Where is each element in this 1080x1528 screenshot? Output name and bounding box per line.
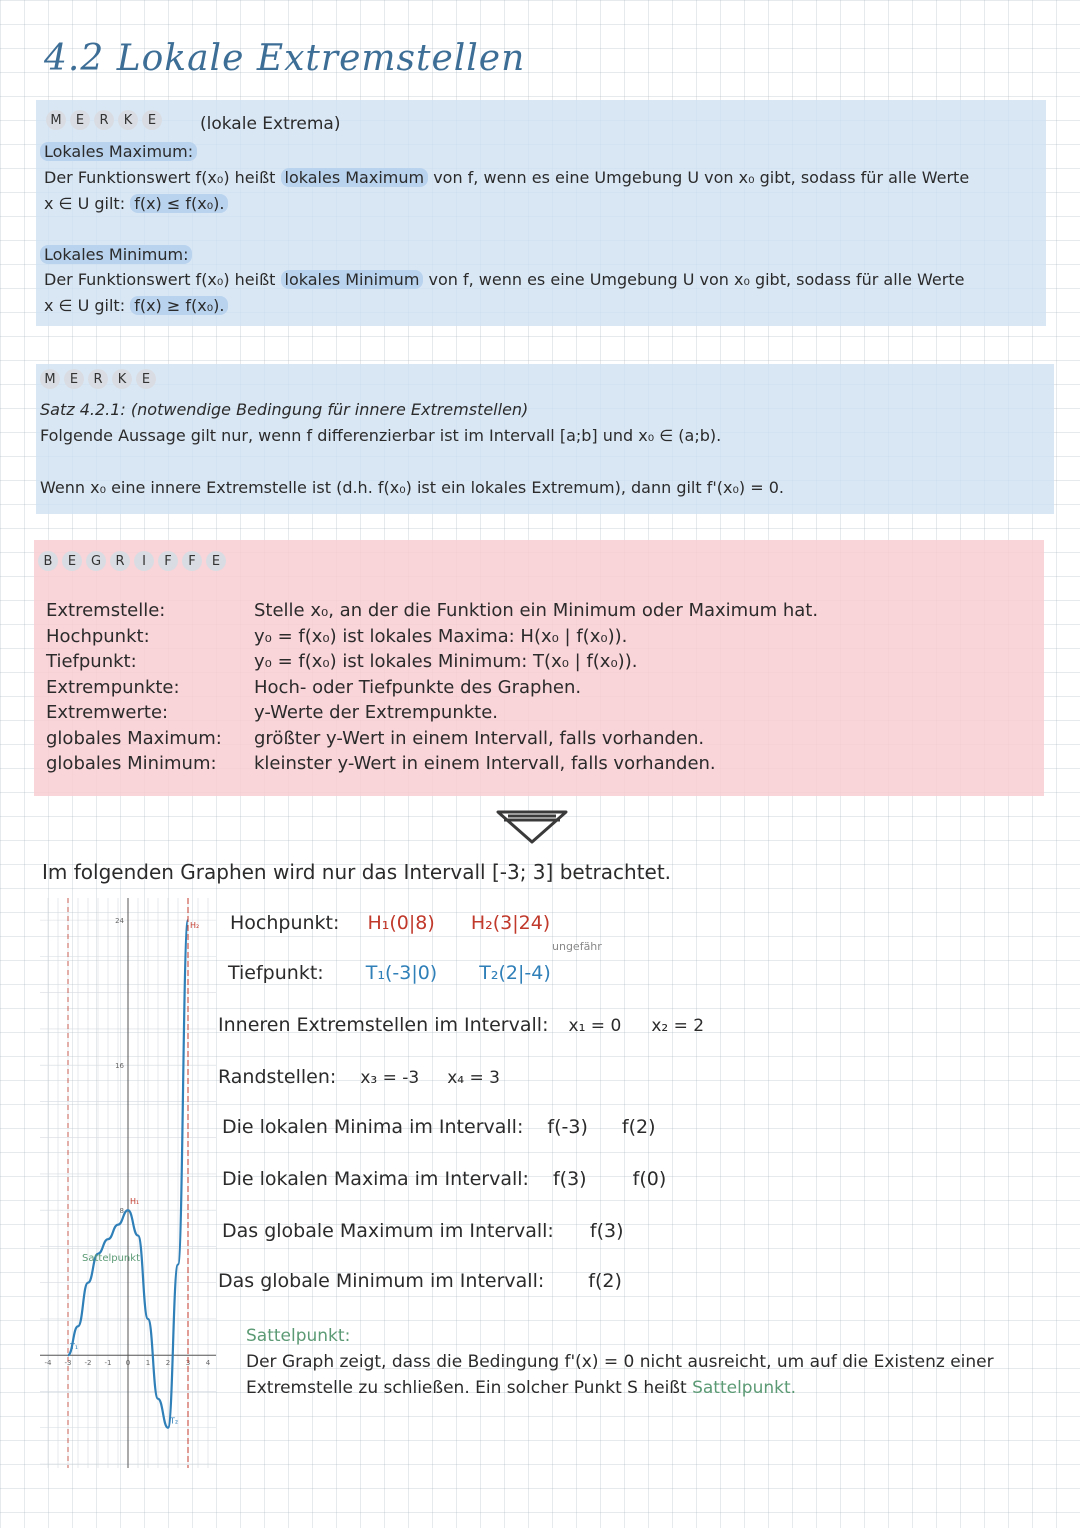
max-label bbox=[40, 142, 197, 161]
tiefpunkt-t2: T₂(2|-4) bbox=[479, 962, 551, 984]
term: Extremwerte: bbox=[46, 702, 169, 723]
lokmin-b: f(2) bbox=[621, 1116, 656, 1138]
definition: y-Werte der Extrempunkte. bbox=[254, 702, 499, 723]
sattel-line1: Der Graph zeigt, dass die Bedingung f'(x) = 0 nicht ausreicht, um auf die Existenz einer bbox=[246, 1352, 994, 1372]
definition: y₀ = f(x₀) ist lokales Maxima: H(x₀ | f(x₀)). bbox=[254, 625, 628, 647]
t2-label: T₂ bbox=[170, 1416, 179, 1426]
badge-letter: I bbox=[134, 551, 154, 571]
satz-condition: Folgende Aussage gilt nur, wenn f differenzierbar ist im Intervall [a;b] und x₀ ∈ (a;b). bbox=[40, 426, 722, 445]
x-tick-label: -3 bbox=[64, 1359, 72, 1368]
lokale-minima-row bbox=[222, 1116, 656, 1138]
min-label bbox=[40, 245, 192, 264]
globales-minimum-row bbox=[218, 1270, 622, 1292]
max-label-text: Lokales Maximum: bbox=[40, 142, 197, 161]
definition: kleinster y-Wert in einem Intervall, falls vorhanden. bbox=[254, 753, 716, 774]
badge-letter: E bbox=[136, 369, 156, 389]
badge-letter: K bbox=[112, 369, 132, 389]
tiefpunkt-t1: T₁(-3|0) bbox=[365, 962, 438, 984]
globmax-label: Das globale Maximum im Intervall: bbox=[222, 1220, 554, 1242]
min-text-c: x ∈ U gilt: bbox=[44, 296, 126, 315]
page-title: 4.2 Lokale Extremstellen bbox=[44, 38, 526, 79]
x-tick-label: 4 bbox=[205, 1359, 211, 1368]
definition: Stelle x₀, an der die Funktion ein Minimum oder Maximum hat. bbox=[254, 600, 819, 621]
badge-letter: E bbox=[64, 369, 84, 389]
max-definition-line1 bbox=[44, 168, 969, 187]
merke-badge-2 bbox=[40, 369, 156, 389]
sattelpunkt-label: Sattelpunkt bbox=[82, 1252, 140, 1264]
inner-x2: x₂ = 2 bbox=[651, 1016, 705, 1036]
max-formula: f(x) ≤ f(x₀). bbox=[130, 194, 228, 213]
term: globales Maximum: bbox=[46, 727, 222, 749]
h1-label: H₁ bbox=[130, 1197, 140, 1207]
hochpunkt-h2: H₂(3|24) bbox=[470, 912, 551, 934]
merke-subtitle: (lokale Extrema) bbox=[200, 114, 341, 134]
sattel-line2a: Extremstelle zu schließen. Ein solcher Punkt S heißt bbox=[246, 1378, 687, 1398]
max-highlight: lokales Maximum bbox=[281, 168, 429, 187]
globmin-value: f(2) bbox=[588, 1270, 622, 1292]
min-text-a: Der Funktionswert f(x₀) heißt bbox=[44, 270, 276, 289]
globmin-label: Das globale Minimum im Intervall: bbox=[218, 1270, 545, 1292]
lokmax-b: f(0) bbox=[632, 1168, 667, 1190]
merke-box-extrema bbox=[36, 100, 1046, 326]
inner-label: Inneren Extremstellen im Intervall: bbox=[218, 1014, 549, 1036]
term: Tiefpunkt: bbox=[46, 651, 137, 672]
begriffe-badge bbox=[38, 551, 226, 571]
x-tick-label: -2 bbox=[84, 1359, 92, 1368]
max-text-a: Der Funktionswert f(x₀) heißt bbox=[44, 168, 276, 187]
badge-letter: F bbox=[182, 551, 202, 571]
lokale-maxima-row bbox=[222, 1168, 666, 1190]
innere-extremstellen-row bbox=[218, 1014, 704, 1036]
badge-letter: G bbox=[86, 551, 106, 571]
h2-label: H₂ bbox=[190, 921, 200, 931]
globmax-value: f(3) bbox=[589, 1220, 624, 1242]
definition: y₀ = f(x₀) ist lokales Minimum: T(x₀ | f(x₀)). bbox=[254, 651, 638, 672]
satz-statement: Wenn x₀ eine innere Extremstelle ist (d.h. f(x₀) ist ein lokales Extremum), dann gilt f'(x₀) = 0. bbox=[40, 478, 784, 497]
badge-letter: E bbox=[206, 551, 226, 571]
sattel-line2 bbox=[246, 1378, 796, 1398]
max-definition-line2 bbox=[44, 194, 228, 213]
badge-letter: K bbox=[118, 110, 138, 130]
y-tick-label: 24 bbox=[115, 917, 124, 926]
min-label-text: Lokales Minimum: bbox=[40, 245, 192, 264]
merke-badge bbox=[46, 110, 162, 130]
badge-letter: M bbox=[46, 110, 66, 130]
interval-intro: Im folgenden Graphen wird nur das Intervall [-3; 3] betrachtet. bbox=[42, 860, 672, 884]
min-highlight: lokales Minimum bbox=[281, 270, 424, 289]
term: globales Minimum: bbox=[46, 753, 217, 774]
lokmin-a: f(-3) bbox=[547, 1116, 588, 1138]
ungefaehr-note: ungefähr bbox=[552, 940, 602, 953]
max-text-c: x ∈ U gilt: bbox=[44, 194, 126, 213]
x-tick-label: -4 bbox=[44, 1359, 52, 1368]
term: Extremstelle: bbox=[46, 600, 166, 621]
randstellen-row bbox=[218, 1066, 500, 1088]
sattel-term: Sattelpunkt. bbox=[692, 1378, 797, 1398]
term: Extrempunkte: bbox=[46, 676, 180, 698]
hochpunkt-label: Hochpunkt: bbox=[230, 912, 340, 934]
badge-letter: R bbox=[88, 369, 108, 389]
inner-x1: x₁ = 0 bbox=[568, 1016, 622, 1036]
x-tick-label: -1 bbox=[104, 1359, 112, 1368]
term: Hochpunkt: bbox=[46, 625, 150, 647]
globales-maximum-row bbox=[222, 1220, 623, 1242]
definition: größter y-Wert in einem Intervall, falls vorhanden. bbox=[254, 727, 705, 749]
sattel-heading: Sattelpunkt: bbox=[246, 1326, 351, 1346]
min-formula: f(x) ≥ f(x₀). bbox=[130, 296, 228, 315]
tiefpunkt-label: Tiefpunkt: bbox=[228, 962, 324, 984]
rand-label: Randstellen: bbox=[218, 1066, 337, 1088]
tiefpunkt-row bbox=[228, 962, 551, 984]
x-tick-label: 2 bbox=[165, 1359, 171, 1368]
x-tick-label: 1 bbox=[145, 1359, 151, 1368]
min-text-b: von f, wenn es eine Umgebung U von x₀ gibt, sodass für alle Werte bbox=[428, 270, 965, 289]
rand-x4: x₄ = 3 bbox=[447, 1068, 500, 1088]
min-definition-line1 bbox=[44, 270, 964, 289]
min-definition-line2 bbox=[44, 296, 228, 315]
hochpunkt-row bbox=[230, 912, 550, 934]
badge-letter: R bbox=[94, 110, 114, 130]
max-text-b: von f, wenn es eine Umgebung U von x₀ gibt, sodass für alle Werte bbox=[433, 168, 970, 187]
begriffe-definitions bbox=[254, 600, 818, 779]
badge-letter: R bbox=[110, 551, 130, 571]
begriffe-terms bbox=[46, 600, 222, 779]
badge-letter: E bbox=[70, 110, 90, 130]
lokmax-a: f(3) bbox=[552, 1168, 587, 1190]
y-tick-label: 16 bbox=[115, 1062, 124, 1071]
graph-point-labels bbox=[69, 921, 199, 1426]
hochpunkt-h1: H₁(0|8) bbox=[367, 912, 435, 934]
satz-title: Satz 4.2.1: (notwendige Bedingung für innere Extremstellen) bbox=[40, 400, 529, 419]
definition: Hoch- oder Tiefpunkte des Graphen. bbox=[254, 676, 582, 698]
x-tick-label: 0 bbox=[125, 1359, 131, 1368]
lokmax-label: Die lokalen Maxima im Intervall: bbox=[222, 1168, 529, 1190]
graph-axes bbox=[40, 898, 216, 1468]
t1-label: T₁ bbox=[70, 1342, 79, 1352]
badge-letter: E bbox=[62, 551, 82, 571]
badge-letter: B bbox=[38, 551, 58, 571]
badge-letter: F bbox=[158, 551, 178, 571]
rand-x3: x₃ = -3 bbox=[360, 1068, 420, 1088]
lokmin-label: Die lokalen Minima im Intervall: bbox=[222, 1116, 524, 1138]
function-graph bbox=[40, 898, 216, 1468]
x-tick-label: 3 bbox=[185, 1359, 191, 1368]
y-tick-label: 8 bbox=[119, 1207, 124, 1216]
badge-letter: M bbox=[40, 369, 60, 389]
badge-letter: E bbox=[142, 110, 162, 130]
down-arrow-icon bbox=[494, 806, 570, 846]
